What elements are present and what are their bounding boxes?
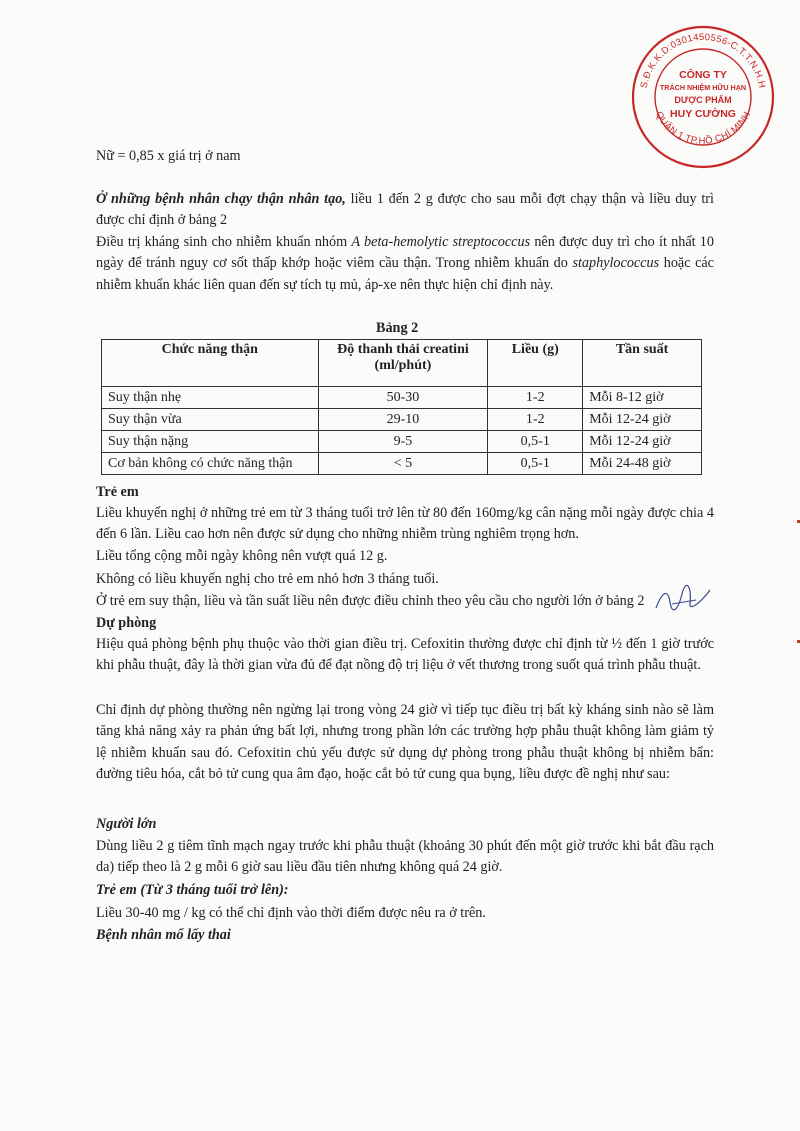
children-paragraph-3: Không có liều khuyến nghị cho trẻ em nhỏ hơn 3 tháng tuổi. bbox=[96, 571, 439, 587]
table-cell: Suy thận vừa bbox=[102, 409, 319, 431]
prophylaxis-paragraph-2: Chỉ định dự phòng thường nên ngừng lại trong vòng 24 giờ vì tiếp tục điều trị bất kỳ kháng sinh nào sẽ làm tăng khả năng xảy ra phản ứng bất lợi, nhưng trong phần lớn các trường hợp phẫu thuật không làm giảm tỷ lệ nhiễm khuẩn sau đó. Cefoxitin chủ yếu được sử dụng dự phòng trong phẫu thuật không bị nhiễm bẩn: đường tiêu hóa, cắt bỏ tử cung qua âm đạo, hoặc cắt bỏ tử cung qua bụng, liều được đề nghị như sau: bbox=[96, 702, 714, 782]
table-cell: Cơ bản không có chức năng thận bbox=[102, 453, 319, 475]
table-cell: 0,5-1 bbox=[488, 453, 583, 475]
table-cell: 50-30 bbox=[318, 387, 488, 409]
stamp-bottom-text: QUẬN 1 TP.HỒ CHÍ MINH bbox=[653, 109, 753, 147]
table-cell: 1-2 bbox=[488, 409, 583, 431]
children-paragraph-2: Liều tổng cộng mỗi ngày không nên vượt quá 12 g. bbox=[96, 548, 388, 564]
table-cell: < 5 bbox=[318, 453, 488, 475]
section-heading-children-3m: Trẻ em (Từ 3 tháng tuổi trở lên): bbox=[96, 882, 289, 898]
col-header-renal-function: Chức năng thận bbox=[102, 340, 319, 387]
antibiotic-text-e: hoặc các nhiễm khuẩn khác liên quan đến sự tích tụ mủ, áp-xe nên thực hiện chỉ định này. bbox=[96, 255, 714, 293]
table-cell: Mỗi 12-24 giờ bbox=[583, 409, 702, 431]
table-row bbox=[102, 387, 702, 409]
antibiotic-paragraph bbox=[96, 232, 714, 296]
stamp-ring-text: S.Đ.K.K.D:0301450556-C.T.T.N.H.H bbox=[638, 31, 768, 90]
antibiotic-organism-2: staphylococcus bbox=[572, 255, 660, 272]
female-formula: Nữ = 0,85 x giá trị ở nam bbox=[96, 148, 241, 164]
children-3m-paragraph: Liều 30-40 mg / kg có thể chỉ định vào thời điểm được nêu ra ở trên. bbox=[96, 905, 486, 921]
stamp-line2: TRÁCH NHIỆM HỮU HẠN bbox=[659, 83, 747, 92]
dosage-table bbox=[101, 339, 702, 475]
table-cell: 9-5 bbox=[318, 431, 488, 453]
table-row bbox=[102, 453, 702, 475]
children-paragraph-4: Ở trẻ em suy thận, liều và tần suất liều nên được điều chỉnh theo yêu cầu cho người lớn ở bảng 2 bbox=[96, 593, 645, 609]
table-cell: Suy thận nhẹ bbox=[102, 387, 319, 409]
table-cell: Suy thận nặng bbox=[102, 431, 319, 453]
table-row bbox=[102, 409, 702, 431]
col-header-clearance: Độ thanh thải creatini (ml/phút) bbox=[318, 340, 488, 387]
adults-paragraph: Dùng liều 2 g tiêm tĩnh mạch ngay trước khi phẫu thuật (khoảng 30 phút đến một giờ trước khi bắt đầu rạch da) tiếp theo là 2 g mỗi 6 giờ sau liều đầu tiên nhưng không quá 24 giờ. bbox=[96, 838, 714, 876]
section-heading-cesarean: Bệnh nhân mổ lấy thai bbox=[96, 927, 231, 943]
stamp-line4: HUY CƯỜNG bbox=[670, 108, 736, 120]
section-heading-prophylaxis: Dự phòng bbox=[96, 615, 157, 631]
table-header-row bbox=[102, 340, 702, 387]
company-stamp bbox=[628, 22, 778, 172]
table-cell: 0,5-1 bbox=[488, 431, 583, 453]
section-heading-children: Trẻ em bbox=[96, 484, 139, 500]
table-row bbox=[102, 431, 702, 453]
table-cell: Mỗi 12-24 giờ bbox=[583, 431, 702, 453]
table-cell: 1-2 bbox=[488, 387, 583, 409]
dialysis-paragraph bbox=[96, 189, 714, 232]
stamp-line3: DƯỢC PHẨM bbox=[674, 95, 732, 105]
table-cell: Mỗi 24-48 giờ bbox=[583, 453, 702, 475]
table-cell: 29-10 bbox=[318, 409, 488, 431]
section-heading-adults: Người lớn bbox=[96, 816, 157, 832]
dialysis-rest: liều 1 đến 2 g được cho sau mỗi đợt chạy thận và liều duy trì được chỉ định ở bảng 2 bbox=[96, 191, 714, 229]
col-header-dose: Liều (g) bbox=[488, 340, 583, 387]
antibiotic-text-c: nên được duy trì cho ít nhất 10 ngày để tránh nguy cơ sốt thấp khớp hoặc viêm cầu thận. Trong nhiễm khuẩn do bbox=[96, 234, 714, 272]
dialysis-lead: Ở những bệnh nhân chạy thận nhân tạo, bbox=[96, 191, 346, 207]
handwritten-signature bbox=[652, 584, 714, 614]
antibiotic-organism-1: A beta-hemolytic streptococcus bbox=[351, 234, 531, 250]
col-header-frequency: Tần suất bbox=[583, 340, 702, 387]
antibiotic-text-a: Điều trị kháng sinh cho nhiễm khuẩn nhóm bbox=[96, 234, 352, 250]
children-paragraph-1: Liều khuyến nghị ở những trẻ em từ 3 tháng tuổi trở lên từ 80 đến 160mg/kg cân nặng mỗi ngày được chia 4 đến 6 lần. Liều cao hơn nên được sử dụng cho những nhiễm trùng nghiêm trọng hơn. bbox=[96, 505, 714, 543]
prophylaxis-paragraph-1: Hiệu quả phòng bệnh phụ thuộc vào thời gian điều trị. Cefoxitin thường được chỉ định từ ½ đến 1 giờ trước khi phẫu thuật, đây là thời gian vừa đủ để đạt nồng độ trị liệu ở vết thương trong suốt quá trình phẫu thuật. bbox=[96, 636, 714, 674]
stamp-line1: CÔNG TY bbox=[679, 69, 727, 81]
table-cell: Mỗi 8-12 giờ bbox=[583, 387, 702, 409]
table-caption: Bảng 2 bbox=[376, 320, 419, 336]
